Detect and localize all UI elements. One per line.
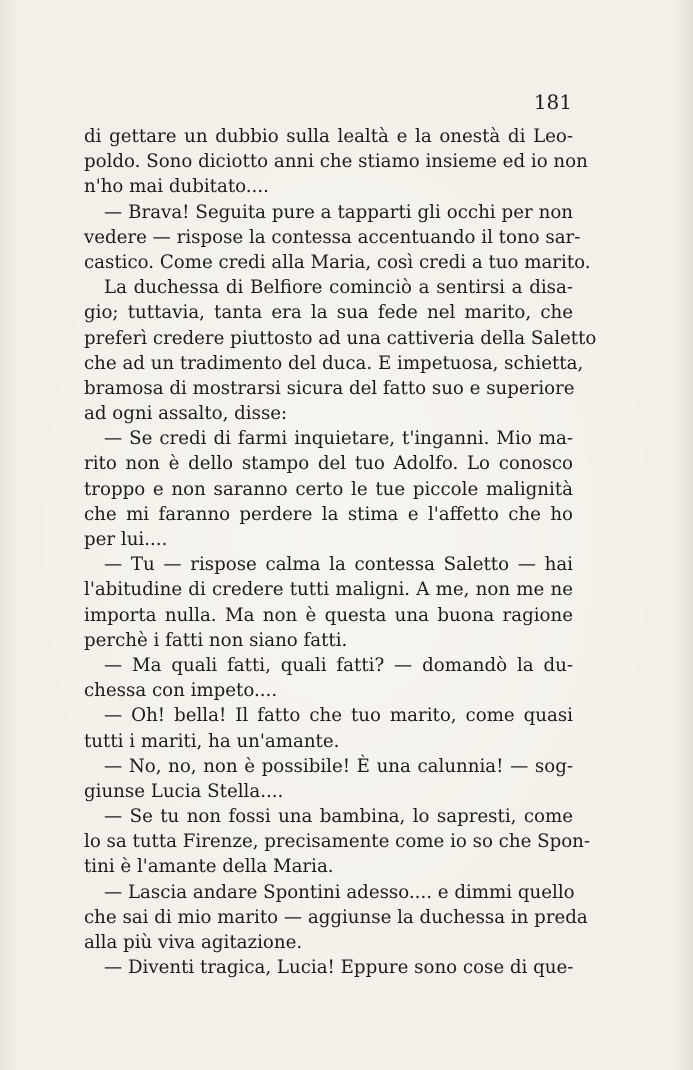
text-line: vedere — rispose la contessa accentuando il tono sar- xyxy=(84,226,581,248)
text-line: gio; tuttavia, tanta era la sua fede nel marito, che xyxy=(84,302,573,324)
text-line: ad ogni assalto, disse: xyxy=(84,403,288,425)
text-line: lo sa tutta Firenze, precisamente come io so che Spon- xyxy=(84,831,591,853)
text-line: — Se credi di farmi inquietare, t'inganni. Mio ma- xyxy=(104,428,573,450)
text-line: tutti i mariti, ha un'amante. xyxy=(84,730,340,752)
text-line: che ad un tradimento del duca. E impetuosa, schietta, xyxy=(84,352,584,374)
text-line: — Lascia andare Spontini adesso.... e dimmi quello xyxy=(104,881,575,903)
text-line: — No, no, non è possibile! È una calunnia! — sog- xyxy=(104,755,573,777)
text-line: preferì credere piuttosto ad una cattiveria della Saletto xyxy=(84,327,597,349)
text-line: troppo e non saranno certo le tue piccole malignità xyxy=(84,478,573,500)
text-line: giunse Lucia Stella.... xyxy=(84,780,284,802)
text-line: tini è l'amante della Maria. xyxy=(84,856,334,878)
text-line: La duchessa di Belfiore cominciò a sentirsi a disa- xyxy=(104,277,573,299)
text-line: — Oh! bella! Il fatto che tuo marito, come quasi xyxy=(104,705,573,727)
text-line: l'abitudine di credere tutti maligni. A me, non me ne xyxy=(84,579,573,601)
text-line: — Tu — rispose calma la contessa Saletto — hai xyxy=(104,554,573,576)
text-line: di gettare un dubbio sulla lealtà e la onestà di Leo- xyxy=(84,126,573,147)
text-line: importa nulla. Ma non è questa una buona ragione xyxy=(84,604,573,626)
text-line: bramosa di mostrarsi sicura del fatto suo e superiore xyxy=(84,377,575,399)
text-line: — Ma quali fatti, quali fatti? — domandò la du- xyxy=(104,654,573,676)
text-line: castico. Come credi alla Maria, così credi a tuo marito. xyxy=(84,251,591,273)
text-line: — Diventi tragica, Lucia! Eppure sono cose di que- xyxy=(104,957,574,979)
text-line: che sai di mio marito — aggiunse la duchessa in preda xyxy=(84,906,588,928)
text-line: per lui.... xyxy=(84,529,168,550)
page-number: 181 xyxy=(533,90,572,114)
text-line: poldo. Sono diciotto anni che stiamo insieme ed io non xyxy=(84,151,588,173)
text-line: — Brava! Seguita pure a tapparti gli occhi per non xyxy=(104,201,573,223)
text-line: n'ho mai dubitato.... xyxy=(84,176,269,198)
text-line: perchè i fatti non siano fatti. xyxy=(84,629,348,651)
text-line: rito non è dello stampo del tuo Adolfo. Lo conosco xyxy=(84,453,573,475)
text-line: che mi faranno perdere la stima e l'affetto che ho xyxy=(84,503,573,525)
text-line: alla più viva agitazione. xyxy=(84,932,303,953)
body-text xyxy=(84,124,597,980)
text-line: — Se tu non fossi una bambina, lo sapresti, come xyxy=(104,806,573,828)
text-line: chessa con impeto.... xyxy=(84,680,278,702)
